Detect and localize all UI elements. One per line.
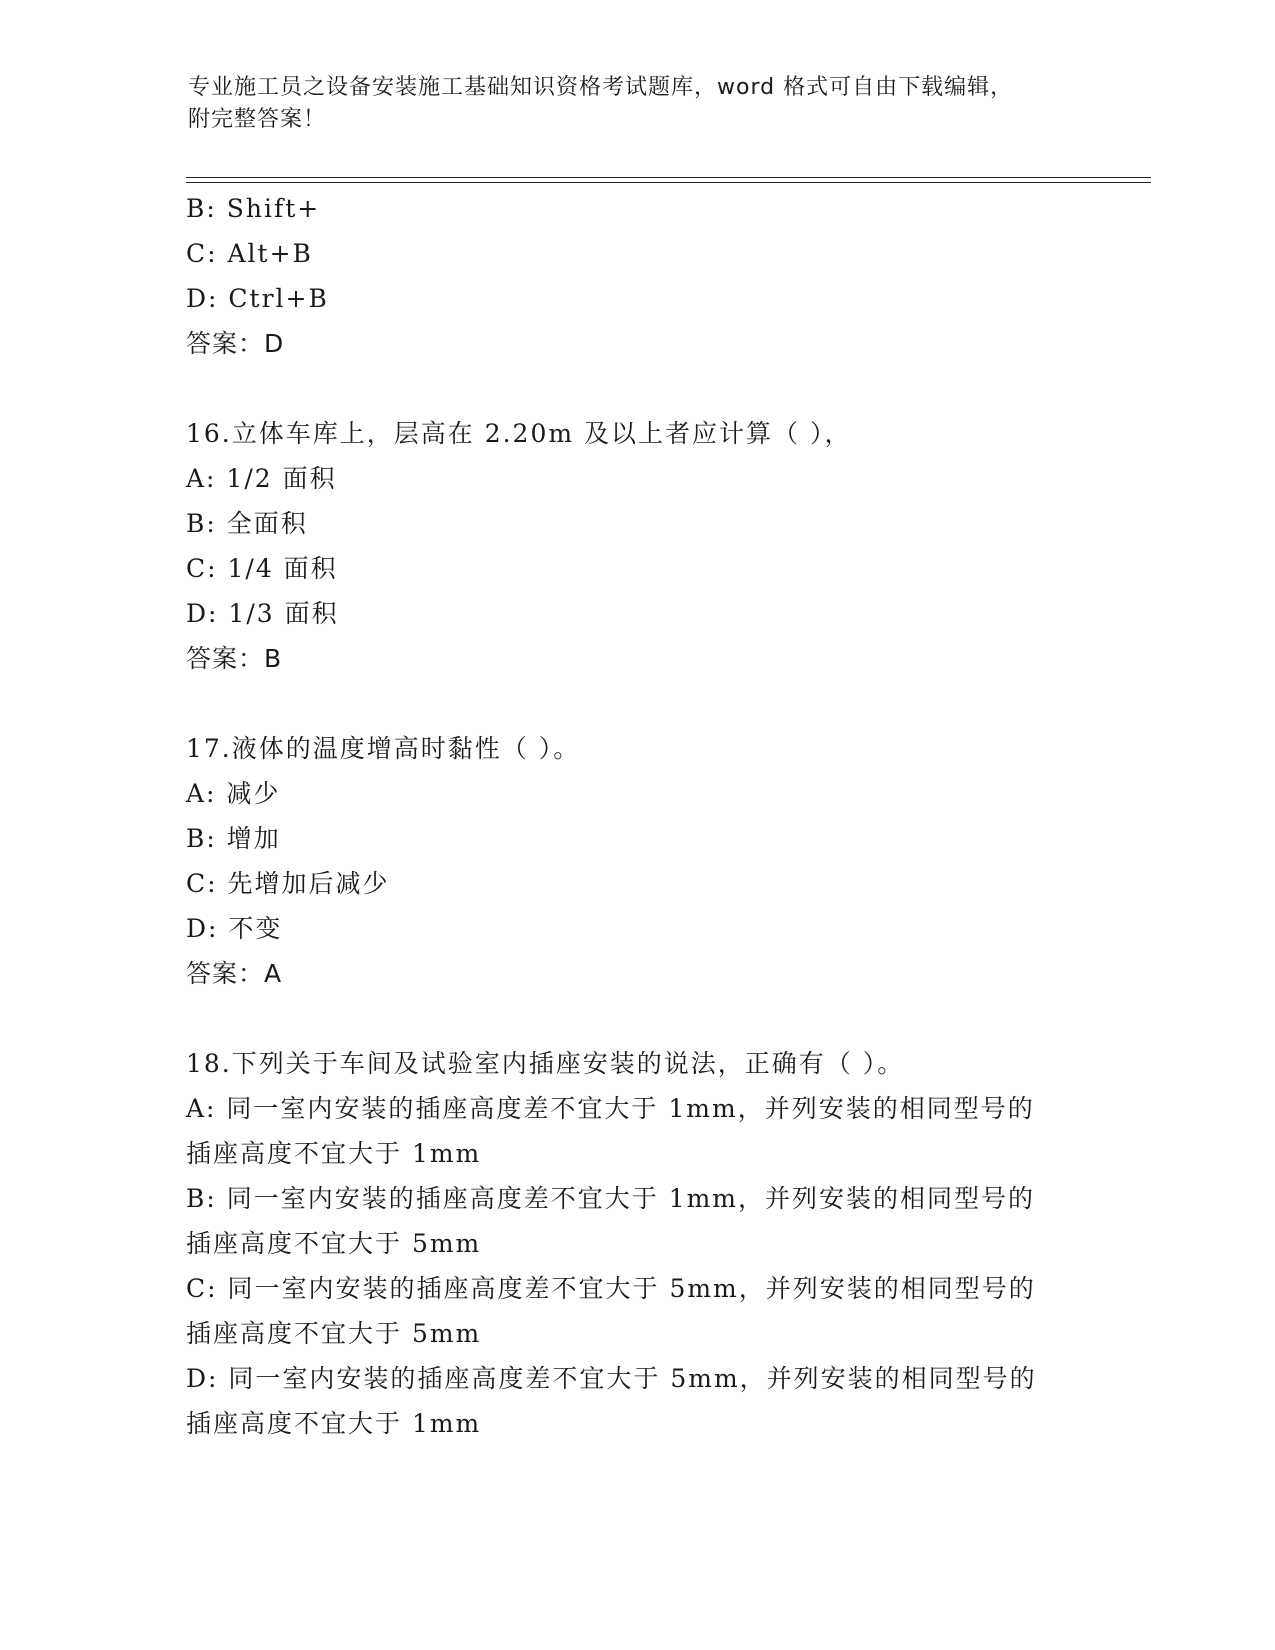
q17-option-c: C: 先增加后减少 [186, 869, 390, 898]
q18-option-c-line-1: C: 同一室内安装的插座高度差不宜大于 5mm，并列安装的相同型号的 [186, 1274, 1036, 1303]
header-line-1: 专业施工员之设备安装施工基础知识资格考试题库，word 格式可自由下载编辑， [188, 75, 1014, 100]
q15-option-b: B: Shift+ [186, 194, 321, 223]
q15-option-d: D: Ctrl+B [186, 284, 329, 313]
q16-stem: 16.立体车库上，层高在 2.20m 及以上者应计算（ ）， [186, 419, 852, 448]
q18-option-d-line-1: D: 同一室内安装的插座高度差不宜大于 5mm，并列安装的相同型号的 [186, 1364, 1037, 1393]
q15-answer: 答案：D [186, 329, 285, 358]
document-header [188, 72, 1088, 136]
q17-stem: 17.液体的温度增高时黏性（ ）。 [186, 734, 581, 763]
q17-answer: 答案：A [186, 959, 283, 988]
q18-option-b-line-1: B: 同一室内安装的插座高度差不宜大于 1mm，并列安装的相同型号的 [186, 1184, 1036, 1213]
q17-option-d: D: 不变 [186, 914, 283, 943]
q15-option-c: C: Alt+B [186, 239, 313, 268]
q18-option-d-line-2: 插座高度不宜大于 1mm [186, 1409, 482, 1438]
q18-option-a-line-1: A: 同一室内安装的插座高度差不宜大于 1mm，并列安装的相同型号的 [186, 1094, 1035, 1123]
q16-option-d: D: 1/3 面积 [186, 599, 339, 628]
q16-option-b: B: 全面积 [186, 509, 308, 538]
header-divider-top [186, 177, 1151, 178]
q18-option-b-line-2: 插座高度不宜大于 5mm [186, 1229, 482, 1258]
q18-option-a-line-2: 插座高度不宜大于 1mm [186, 1139, 482, 1168]
q18-option-c-line-2: 插座高度不宜大于 5mm [186, 1319, 482, 1348]
q18-stem: 18.下列关于车间及试验室内插座安装的说法，正确有（ ）。 [186, 1049, 905, 1078]
header-line-2: 附完整答案！ [188, 107, 327, 132]
q17-option-b: B: 增加 [186, 824, 281, 853]
q17-option-a: A: 减少 [186, 779, 281, 808]
header-divider-bottom [186, 182, 1151, 183]
q16-option-c: C: 1/4 面积 [186, 554, 338, 583]
q16-answer: 答案：B [186, 644, 283, 673]
q16-option-a: A: 1/2 面积 [186, 464, 337, 493]
